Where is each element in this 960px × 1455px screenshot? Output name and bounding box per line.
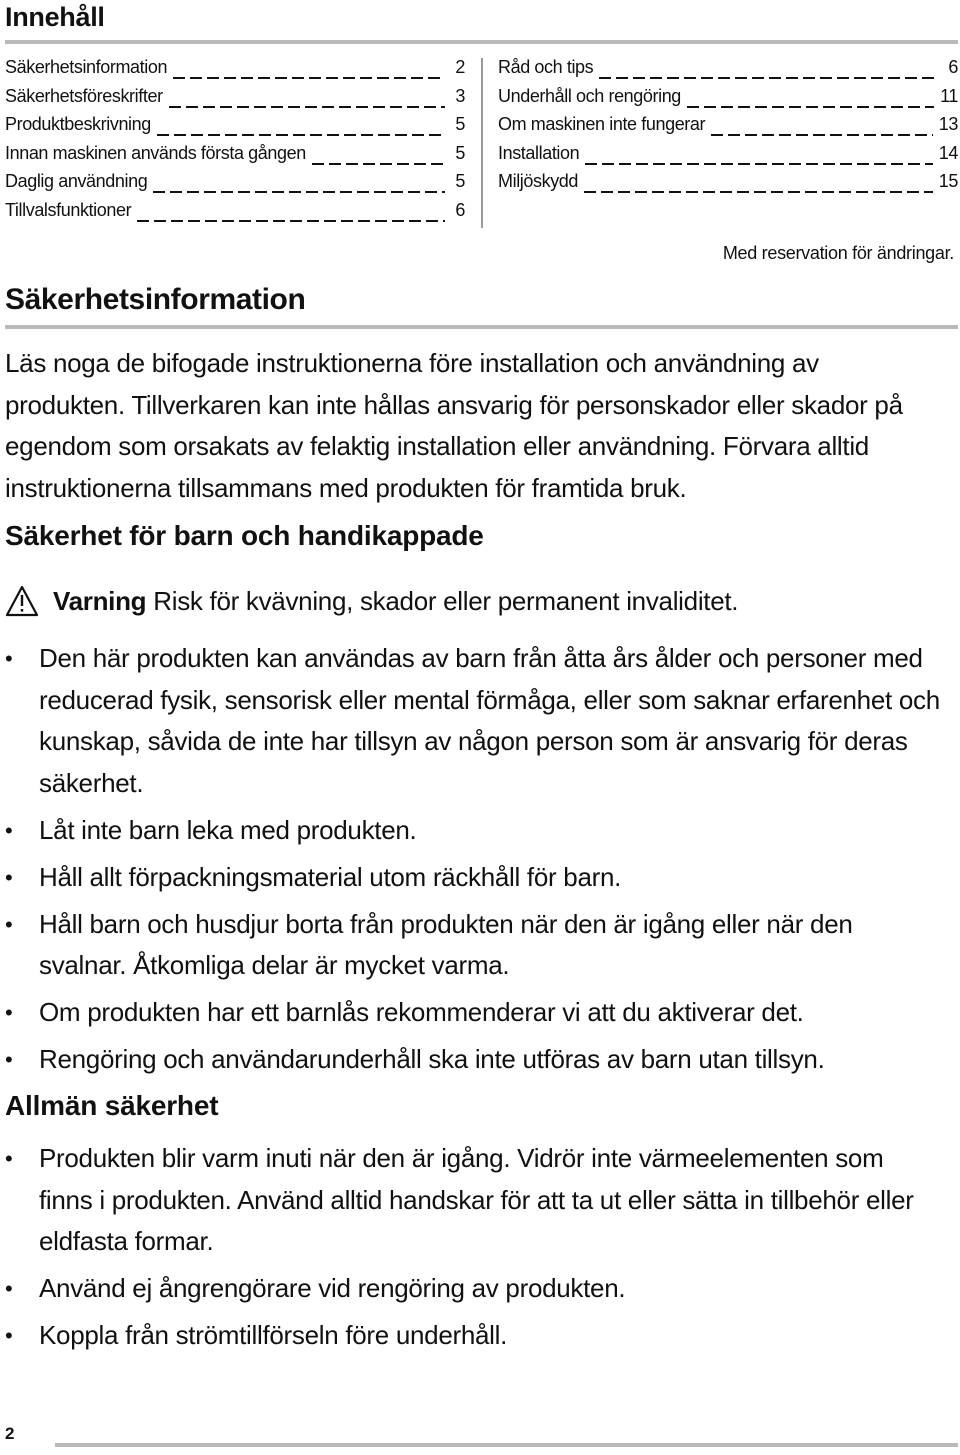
- toc-leader-line: [173, 77, 445, 79]
- toc-entry-label: Innan maskinen används första gången: [5, 142, 306, 163]
- general-safety-list: [5, 1138, 940, 1362]
- list-item: [5, 1268, 940, 1310]
- toc-leader-line: [599, 77, 938, 79]
- toc-entry[interactable]: [5, 114, 465, 143]
- toc-entry-page: 3: [455, 85, 465, 106]
- list-item-text: Håll barn och husdjur borta från produkten när den är igång eller när den svalnar. Åtkomliga delar är mycket varma.: [39, 908, 853, 980]
- list-item-text: Använd ej ångrengörare vid rengöring av produkten.: [39, 1273, 626, 1303]
- toc-leader-line: [157, 134, 445, 136]
- toc-entry[interactable]: [498, 57, 958, 86]
- toc-title-divider: [5, 40, 958, 44]
- toc-entry-label: Tillvalsfunktioner: [5, 199, 132, 220]
- toc-entry-label: Daglig användning: [5, 171, 148, 191]
- list-item: [5, 810, 940, 852]
- toc-entry-label: Råd och tips: [498, 57, 594, 77]
- list-item: [5, 857, 940, 899]
- list-item-text: Produkten blir varm inuti när den är igång. Vidrör inte värmeelementen som finns i produkten. Använd alltid handskar för att ta ut eller sätta in tillbehör eller eldfasta formar.: [39, 1143, 914, 1256]
- list-item: [5, 1039, 940, 1081]
- toc-entry[interactable]: [5, 57, 465, 86]
- toc-entry-page: 11: [940, 85, 958, 106]
- toc-entry-page: 6: [948, 57, 958, 77]
- toc-entry-page: 2: [455, 57, 465, 77]
- warning-notice: [5, 585, 738, 617]
- toc-entry-label: Säkerhetsföreskrifter: [5, 85, 163, 106]
- section-title-divider: [5, 325, 958, 329]
- warning-triangle-icon: [5, 585, 39, 617]
- toc-leader-line: [137, 220, 445, 222]
- toc-leader-line: [585, 163, 933, 165]
- warning-text: Risk för kvävning, skador eller permanent invaliditet.: [153, 585, 739, 616]
- children-safety-list: [5, 638, 940, 1086]
- toc-entry-label: Installation: [498, 142, 580, 163]
- toc-leader-line: [312, 163, 445, 165]
- intro-paragraph: Läs noga de bifogade instruktionerna före installation och användning av produkten. Tillverkaren kan inte hållas ansvarig för personskador eller skador på egendom som orsakats av felaktig installation eller användning. Förvara alltid instruktionerna tillsammans med produkten för framtida bruk.: [5, 348, 903, 503]
- toc-entry-label: Produktbeskrivning: [5, 114, 151, 134]
- toc-entry[interactable]: [5, 143, 465, 172]
- toc-entry-label: Underhåll och rengöring: [498, 85, 681, 106]
- toc-leader-line: [687, 106, 934, 108]
- list-item: [5, 638, 940, 804]
- bullet-icon: •: [5, 911, 13, 937]
- list-item-text: Håll allt förpackningsmaterial utom räckhåll för barn.: [39, 861, 622, 892]
- toc-entry[interactable]: [5, 200, 465, 229]
- list-item-text: Den här produkten kan användas av barn från åtta års ålder och personer med reducerad fysik, sensorisk eller mental förmåga, eller som saknar erfarenhet och kunskap, såvida de inte har tillsyn av någon person som är ansvarig för deras säkerhet.: [39, 643, 940, 798]
- bullet-icon: •: [5, 1047, 13, 1072]
- toc-entry-page: 5: [455, 171, 465, 191]
- bullet-icon: •: [5, 646, 13, 671]
- toc-entry-page: 5: [455, 142, 465, 163]
- toc-entry-page: 5: [455, 114, 465, 134]
- toc-title: Innehåll: [5, 2, 105, 32]
- bullet-icon: •: [5, 864, 13, 890]
- warning-label: Varning: [53, 585, 147, 616]
- toc-left-column: [5, 57, 465, 228]
- toc-entry[interactable]: [498, 86, 958, 115]
- toc-entry[interactable]: [498, 143, 958, 172]
- list-item: [5, 904, 940, 987]
- toc-entry[interactable]: [498, 114, 958, 143]
- list-item: [5, 1138, 940, 1263]
- reservation-note: Med reservation för ändringar.: [722, 243, 954, 263]
- toc-entry-page: 13: [938, 114, 958, 134]
- toc-entry-page: 14: [938, 142, 958, 163]
- toc-right-column: [498, 57, 958, 200]
- page-number: 2: [5, 1424, 15, 1443]
- section-title: Säkerhetsinformation: [5, 283, 306, 316]
- toc-entry-label: Miljöskydd: [498, 171, 579, 191]
- toc-entry[interactable]: [5, 171, 465, 200]
- toc-entry[interactable]: [498, 171, 958, 200]
- list-item-text: Koppla från strömtillförseln före underhåll.: [39, 1320, 508, 1350]
- list-item-text: Rengöring och användarunderhåll ska inte utföras av barn utan tillsyn.: [39, 1044, 825, 1074]
- toc-entry-page: 15: [938, 171, 958, 191]
- bullet-icon: •: [5, 1276, 13, 1301]
- toc-entry[interactable]: [5, 86, 465, 115]
- toc-leader-line: [169, 106, 445, 108]
- toc-leader-line: [584, 191, 933, 193]
- footer-divider: [55, 1443, 958, 1447]
- toc-column-divider: [481, 58, 483, 228]
- children-safety-heading: Säkerhet för barn och handikappade: [5, 520, 484, 551]
- general-safety-heading: Allmän säkerhet: [5, 1090, 219, 1121]
- list-item-text: Om produkten har ett barnlås rekommenderar vi att du aktiverar det.: [39, 997, 804, 1027]
- toc-entry-label: Om maskinen inte fungerar: [498, 114, 706, 134]
- list-item: [5, 1315, 940, 1357]
- toc-leader-line: [711, 134, 933, 136]
- list-item: [5, 992, 940, 1034]
- toc-entry-label: Säkerhetsinformation: [5, 57, 168, 77]
- toc-leader-line: [153, 191, 445, 193]
- list-item-text: Låt inte barn leka med produkten.: [39, 814, 417, 845]
- bullet-icon: •: [5, 1323, 13, 1348]
- bullet-icon: •: [5, 1000, 13, 1025]
- bullet-icon: •: [5, 817, 13, 843]
- toc-entry-page: 6: [455, 199, 465, 220]
- bullet-icon: •: [5, 1146, 13, 1171]
